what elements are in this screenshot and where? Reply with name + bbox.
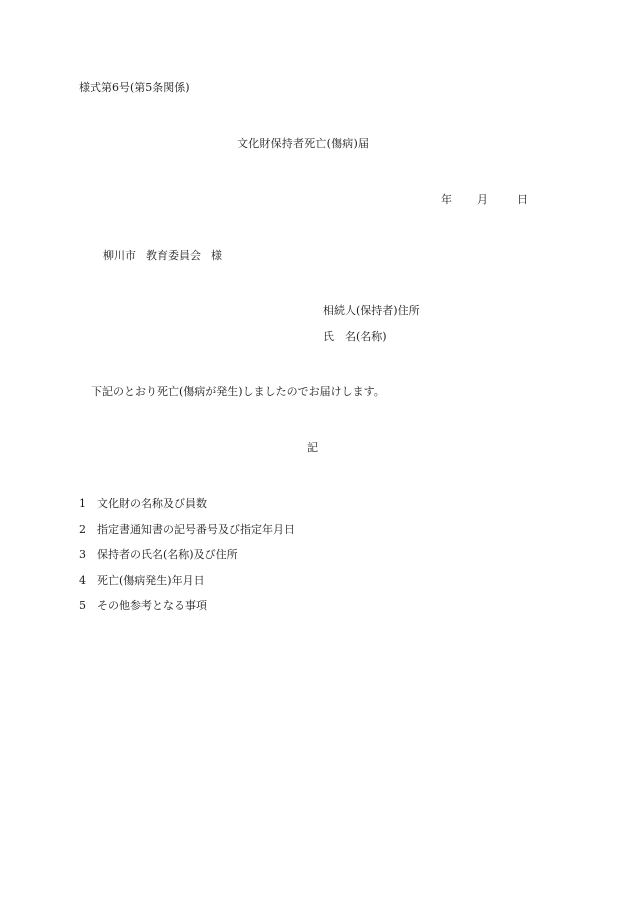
document-title: 文化財保持者死亡(傷病)届: [237, 137, 370, 150]
applicant-address-label: 相続人(保持者)住所: [323, 304, 420, 317]
item-text: その他参考となる事項: [97, 599, 207, 612]
item-text: 保持者の氏名(名称)及び住所: [97, 548, 238, 561]
item-text: 指定書通知書の記号番号及び指定年月日: [97, 522, 295, 536]
applicant-name-label-part1: 氏: [323, 330, 334, 343]
list-item: [79, 497, 295, 523]
ki-heading: 記: [307, 441, 318, 454]
intro-text: 下記のとおり死亡(傷病が発生)しましたのでお届けします。: [91, 385, 385, 398]
addressee: [103, 249, 222, 263]
list-item: [79, 523, 295, 549]
date-month-label: 月: [477, 193, 488, 206]
item-number: 3: [79, 548, 86, 561]
date-year-label: 年: [441, 193, 452, 206]
item-number: 1: [79, 497, 86, 510]
addressee-board: 教育委員会: [146, 249, 201, 262]
date-day-label: 日: [517, 193, 528, 206]
item-number: 4: [79, 573, 86, 587]
item-number: 5: [79, 599, 86, 612]
addressee-city: 柳川市: [103, 249, 136, 262]
list-item: [79, 548, 295, 574]
item-number: 2: [79, 522, 86, 536]
applicant-name-label: [323, 330, 387, 344]
list-item: [79, 574, 295, 600]
list-item: [79, 599, 295, 625]
addressee-honorific: 様: [211, 249, 222, 262]
item-text: 文化財の名称及び員数: [97, 497, 207, 510]
date-line: [441, 193, 528, 207]
item-text: 死亡(傷病発生)年月日: [97, 573, 205, 587]
form-number: 様式第6号(第5条関係): [79, 81, 190, 94]
applicant-name-label-part2: 名(名称): [345, 330, 387, 343]
item-list: [79, 497, 295, 625]
